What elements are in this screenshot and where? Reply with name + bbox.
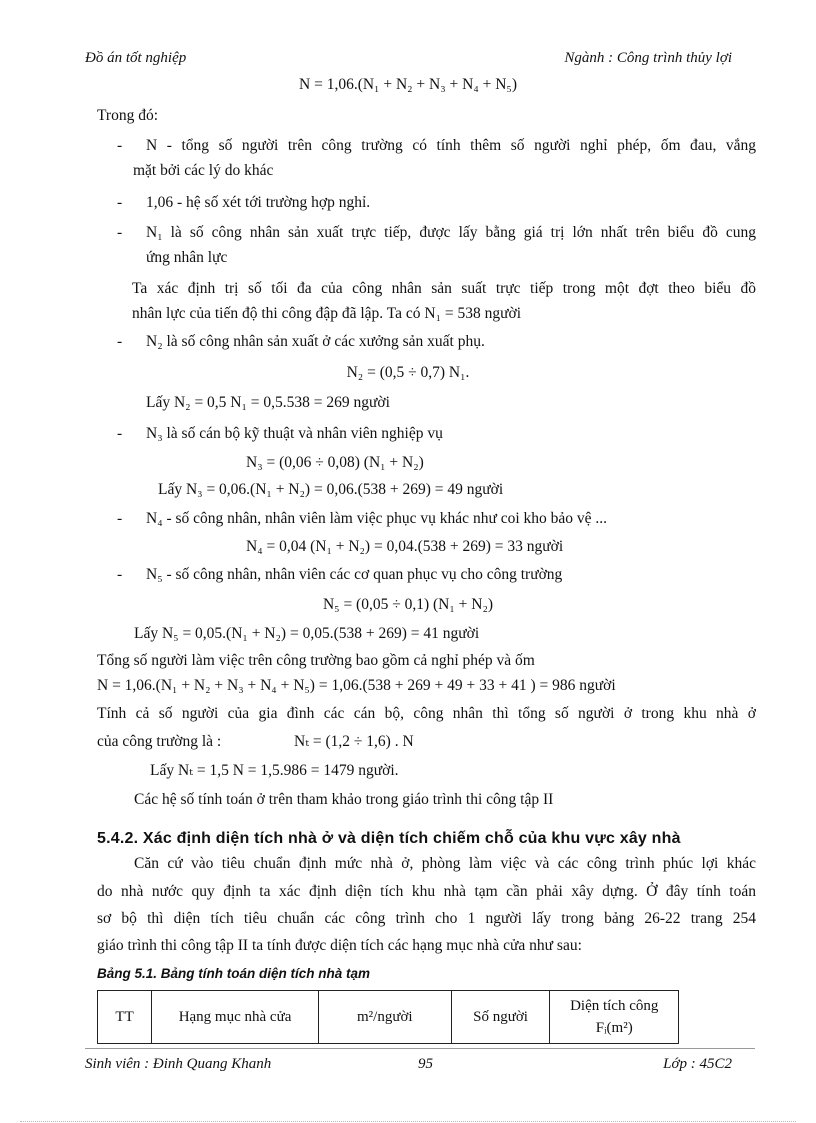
page-edge [20, 1121, 796, 1122]
total-line4: của công trường là : [97, 733, 222, 750]
bullet-n1-line3: Ta xác định trị số tối đa của công nhân sản suất trực tiếp trong một đợt theo biểu đồ [132, 280, 756, 297]
value-nt: Lấy Nₜ = 1,5 N = 1,5.986 = 1479 người. [150, 762, 399, 779]
th-per-person: m²/người [318, 991, 451, 1044]
bullet-k: 1,06 - hệ số xét tới trường hợp nghỉ. [146, 194, 371, 211]
th-tt: TT [98, 991, 152, 1044]
formula-main: N = 1,06.(N₁ + N₂ + N₃ + N₄ + N₅) [299, 76, 517, 93]
value-n2: Lấy N₂ = 0,5 N₁ = 0,5.538 = 269 người [146, 394, 390, 411]
total-line1: Tổng số người làm việc trên công trường bao gồm cả nghỉ phép và ốm [97, 652, 535, 669]
section-title: 5.4.2. Xác định diện tích nhà ở và diện tích chiếm chỗ của khu vực xây nhà [97, 830, 681, 847]
dash-n5: - [117, 566, 123, 583]
dash-n2: - [117, 333, 123, 350]
formula-nt: Nₜ = (1,2 ÷ 1,6) . N [294, 733, 414, 750]
formula-n5: N₅ = (0,05 ÷ 0,1) (N₁ + N₂) [322, 596, 494, 613]
th-area: Diện tích công Fᵢ(m²) [550, 991, 679, 1044]
bullet-n-line1: N - tổng số người trên công trường có tính thêm số người nghỉ phép, ốm đau, vắng [146, 137, 756, 154]
total-line3: Tính cả số người của gia đình các cán bộ, công nhân thì tổng số người ở trong khu nhà ở [97, 705, 756, 722]
th-people: Số người [451, 991, 550, 1044]
footer-student: Sinh viên : Đinh Quang Khanh [85, 1056, 272, 1072]
section-p4: giáo trình thi công tập II ta tính được diện tích các hạng mục nhà cửa như sau: [97, 937, 582, 954]
dash-k: - [117, 194, 123, 211]
bullet-n3: N₃ là số cán bộ kỹ thuật và nhân viên nghiệp vụ [146, 425, 443, 442]
value-n5: Lấy N₅ = 0,05.(N₁ + N₂) = 0,05.(538 + 269) = 41 người [134, 625, 480, 642]
formula-n4: N₄ = 0,04 (N₁ + N₂) = 0,04.(538 + 269) = 33 người [246, 538, 564, 555]
bullet-n1-line1: N₁ là số công nhân sản xuất trực tiếp, được lấy bằng giá trị lớn nhất trên biểu đồ cung [146, 224, 756, 241]
dash-n: - [117, 137, 123, 154]
header-right: Ngành : Công trình thủy lợi [564, 50, 732, 66]
formula-n2: N₂ = (0,5 ÷ 0,7) N₁. [346, 364, 470, 381]
reference-note: Các hệ số tính toán ở trên tham khảo trong giáo trình thi công tập II [134, 791, 554, 808]
bullet-n5: N₅ - số công nhân, nhân viên các cơ quan phục vụ cho công trường [146, 566, 563, 583]
header-left: Đồ án tốt nghiệp [85, 50, 187, 66]
bullet-n4: N₄ - số công nhân, nhân viên làm việc phục vụ khác như coi kho bảo vệ ... [146, 510, 608, 527]
intro-text: Trong đó: [97, 107, 159, 124]
value-n3: Lấy N₃ = 0,06.(N₁ + N₂) = 0,06.(538 + 269) = 49 người [158, 481, 504, 498]
bullet-n1-line4: nhân lực của tiến độ thi công đập đã lập. Ta có N₁ = 538 người [132, 305, 522, 322]
section-p2: do nhà nước quy định ta xác định diện tích khu nhà tạm cần phải xây dựng. Ở đây tính toán [97, 883, 756, 900]
section-p1: Căn cứ vào tiêu chuẩn định mức nhà ở, phòng làm việc và các công trình phúc lợi khác [134, 855, 756, 872]
bullet-n-line2: mặt bởi các lý do khác [133, 162, 274, 179]
area-table [97, 990, 679, 1044]
dash-n3: - [117, 425, 123, 442]
dash-n4: - [117, 510, 123, 527]
bullet-n1-line2: ứng nhân lực [146, 249, 228, 266]
total-formula: N = 1,06.(N₁ + N₂ + N₃ + N₄ + N₅) = 1,06.(538 + 269 + 49 + 33 + 41 ) = 986 người [97, 677, 616, 694]
footer-rule [85, 1048, 755, 1049]
bullet-n2: N₂ là số công nhân sản xuất ở các xưởng sản xuất phụ. [146, 333, 485, 350]
table-header-row [98, 991, 679, 1044]
footer-class: Lớp : 45C2 [663, 1056, 732, 1072]
formula-n3: N₃ = (0,06 ÷ 0,08) (N₁ + N₂) [246, 454, 424, 471]
table-caption: Bảng 5.1. Bảng tính toán diện tích nhà tạm [97, 966, 371, 981]
dash-n1: - [117, 224, 123, 241]
page-number: 95 [418, 1056, 433, 1072]
th-item: Hạng mục nhà cửa [152, 991, 319, 1044]
section-p3: sơ bộ thì diện tích tiêu chuẩn các công trình cho 1 người lấy trong bảng 26-22 trang 254 [97, 910, 756, 927]
